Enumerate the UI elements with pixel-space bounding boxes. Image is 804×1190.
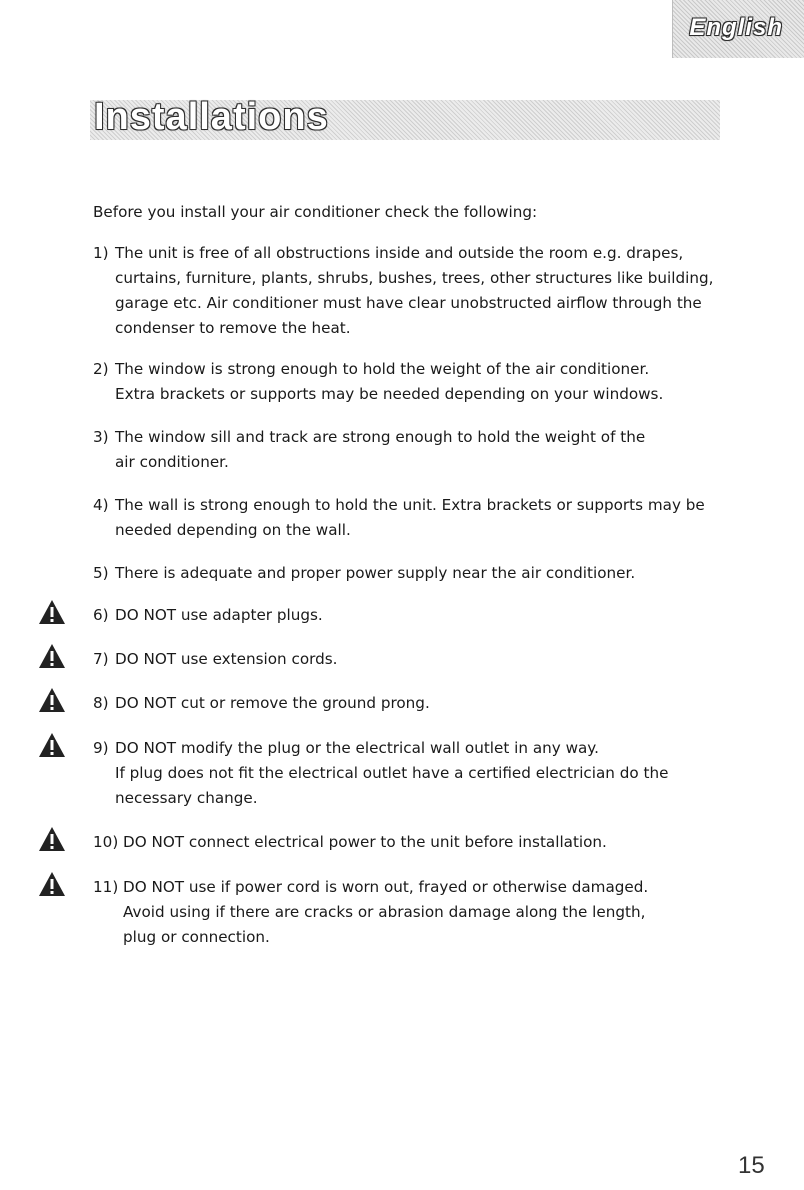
intro-text: Before you install your air conditioner check the following: — [93, 203, 538, 221]
language-tab — [672, 0, 804, 58]
item-line: air conditioner. — [115, 453, 229, 471]
item-line: DO NOT use extension cords. — [115, 650, 338, 668]
item-line: necessary change. — [115, 789, 258, 807]
item-number: 3) — [93, 428, 109, 446]
item-number: 7) — [93, 650, 109, 668]
page-title: Installations — [94, 96, 329, 138]
item-number: 1) — [93, 244, 109, 262]
list-item-9 — [93, 736, 753, 811]
warning-icon — [38, 687, 66, 713]
list-item-8 — [93, 691, 753, 716]
item-number: 4) — [93, 496, 109, 514]
item-line: If plug does not fit the electrical outlet have a certified electrician do the — [115, 764, 669, 782]
item-line: DO NOT modify the plug or the electrical wall outlet in any way. — [115, 739, 599, 757]
item-line: The window sill and track are strong enough to hold the weight of the — [115, 428, 646, 446]
list-item-11 — [93, 875, 753, 950]
item-line: DO NOT use if power cord is worn out, frayed or otherwise damaged. — [123, 878, 649, 896]
list-item-7 — [93, 647, 753, 672]
warning-icon — [38, 643, 66, 669]
item-number: 10) — [93, 833, 119, 851]
item-line: DO NOT cut or remove the ground prong. — [115, 694, 430, 712]
item-line: curtains, furniture, plants, shrubs, bushes, trees, other structures like building, — [115, 269, 714, 287]
item-line: DO NOT use adapter plugs. — [115, 606, 323, 624]
list-item-10 — [93, 830, 753, 855]
item-line: The unit is free of all obstructions inside and outside the room e.g. drapes, — [115, 244, 684, 262]
list-item-5 — [93, 561, 753, 586]
item-line: The window is strong enough to hold the weight of the air conditioner. — [115, 360, 650, 378]
list-item-2 — [93, 357, 753, 407]
item-line: Extra brackets or supports may be needed depending on your windows. — [115, 385, 664, 403]
list-item-6 — [93, 603, 753, 628]
installation-content — [93, 200, 753, 950]
item-line: plug or connection. — [123, 928, 270, 946]
list-item-1 — [93, 241, 753, 341]
item-line: Avoid using if there are cracks or abrasion damage along the length, — [123, 903, 646, 921]
item-number: 2) — [93, 360, 109, 378]
warning-icon — [38, 826, 66, 852]
list-item-4 — [93, 493, 753, 543]
item-line: needed depending on the wall. — [115, 521, 351, 539]
list-item-3 — [93, 425, 753, 475]
page-number: 15 — [738, 1152, 765, 1179]
warning-icon — [38, 599, 66, 625]
item-line: garage etc. Air conditioner must have clear unobstructed airflow through the — [115, 294, 702, 312]
warning-icon — [38, 871, 66, 897]
warning-icon — [38, 732, 66, 758]
item-number: 6) — [93, 606, 109, 624]
item-line: DO NOT connect electrical power to the unit before installation. — [123, 833, 607, 851]
item-line: The wall is strong enough to hold the unit. Extra brackets or supports may be — [115, 496, 705, 514]
item-line: condenser to remove the heat. — [115, 319, 351, 337]
item-number: 9) — [93, 739, 109, 757]
language-label: English — [689, 14, 783, 41]
item-line: There is adequate and proper power supply near the air conditioner. — [115, 564, 636, 582]
item-number: 5) — [93, 564, 109, 582]
item-number: 11) — [93, 878, 119, 896]
item-number: 8) — [93, 694, 109, 712]
